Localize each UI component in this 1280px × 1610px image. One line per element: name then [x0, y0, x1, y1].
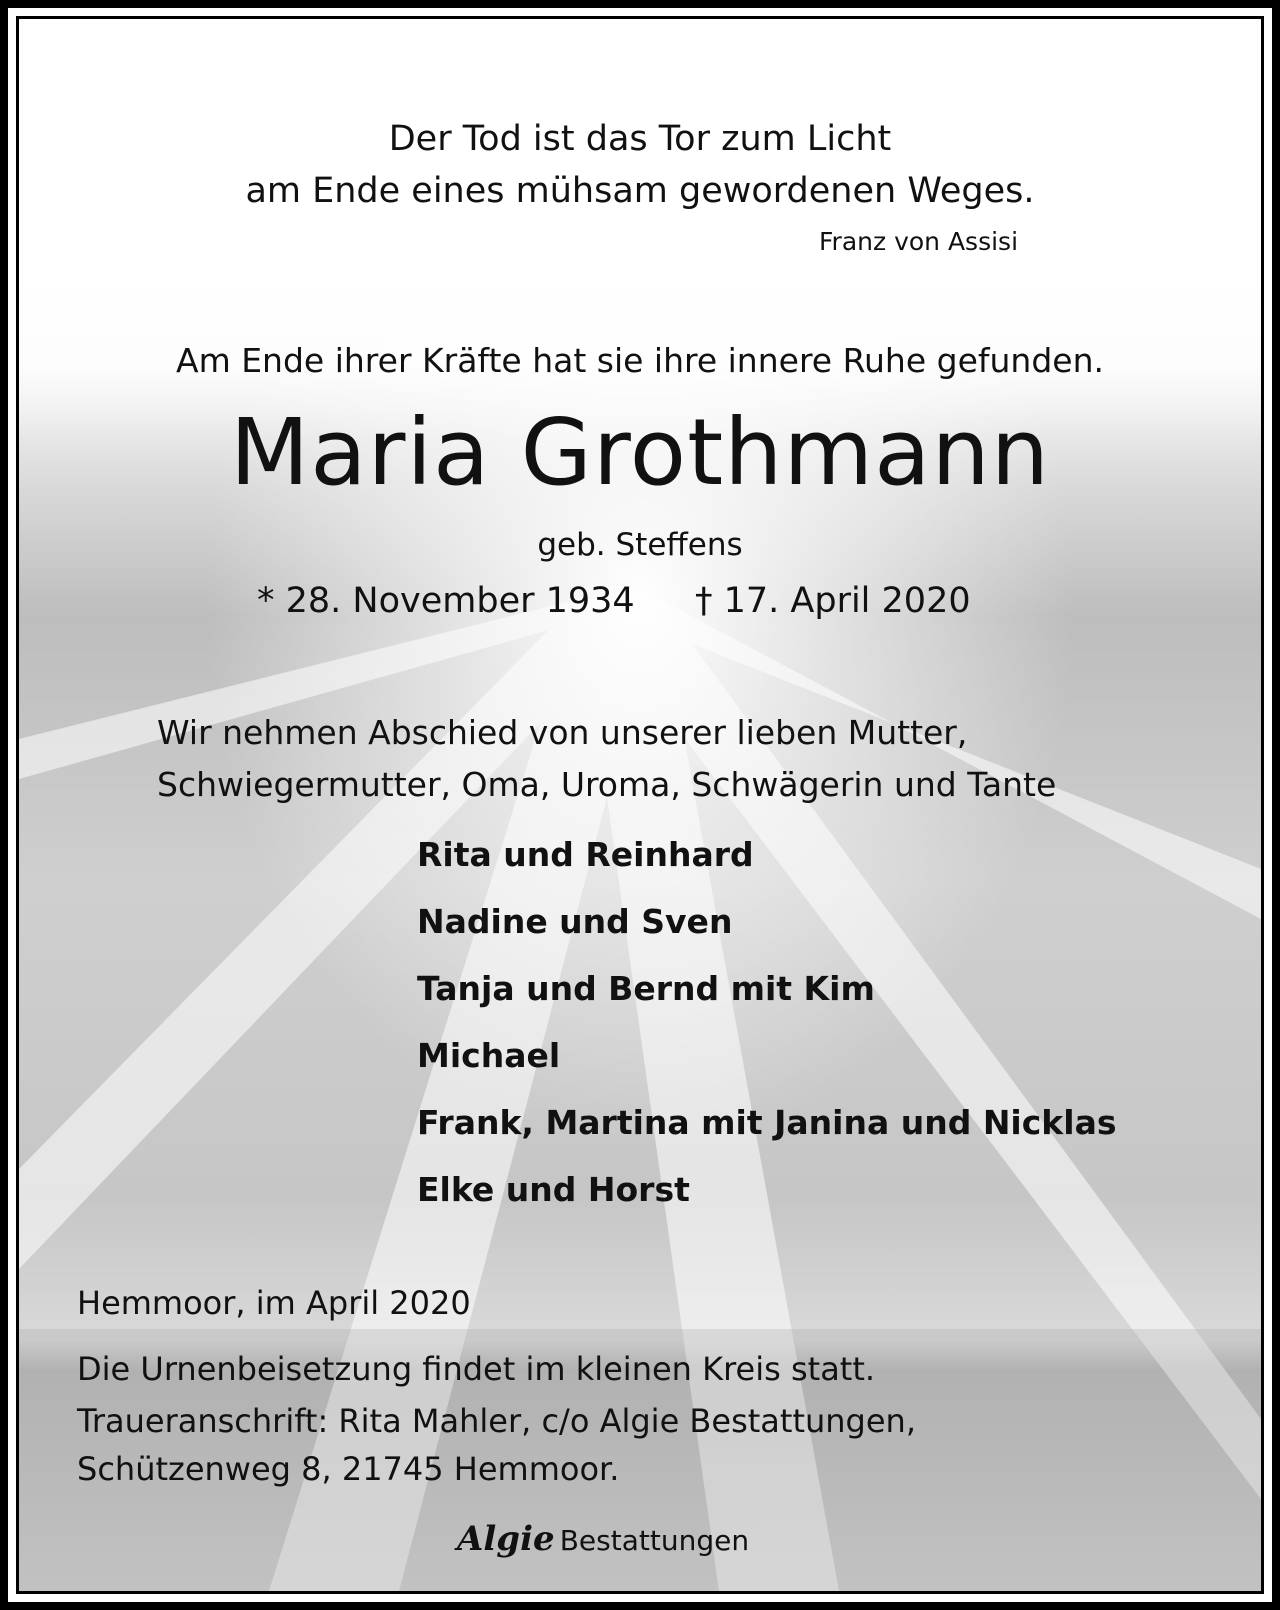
death-date: † 17. April 2020: [695, 581, 971, 621]
birth-name: geb. Steffens: [537, 527, 743, 563]
mourner-item: Nadine und Sven: [417, 902, 733, 941]
address-line-1: Traueranschrift: Rita Mahler, c/o Algie Bestattungen,: [77, 1402, 916, 1440]
quote-author: Franz von Assisi: [819, 227, 1019, 256]
farewell-line-2: Schwiegermutter, Oma, Uroma, Schwägerin und Tante: [157, 765, 1057, 804]
place-date: Hemmoor, im April 2020: [77, 1284, 471, 1322]
birth-date: * 28. November 1934: [257, 581, 635, 621]
mourner-item: Elke und Horst: [417, 1170, 690, 1209]
notice-frame: [8, 8, 1272, 1602]
logo-mark: Algie: [457, 1519, 555, 1559]
burial-note: Die Urnenbeisetzung findet im kleinen Kreis statt.: [77, 1350, 876, 1388]
deceased-name: Maria Grothmann: [229, 399, 1051, 506]
mourner-item: Rita und Reinhard: [417, 835, 754, 874]
funeral-home-logo: [457, 1519, 749, 1559]
mourner-item: Frank, Martina mit Janina und Nicklas: [417, 1103, 1117, 1142]
farewell-line-1: Wir nehmen Abschied von unserer lieben Mutter,: [157, 713, 968, 752]
quote-line-1: Der Tod ist das Tor zum Licht: [388, 119, 892, 159]
intro-line: Am Ende ihrer Kräfte hat sie ihre innere Ruhe gefunden.: [176, 341, 1104, 380]
logo-text: Bestattungen: [559, 1524, 750, 1557]
mourner-item: Michael: [417, 1036, 561, 1075]
quote-line-2: am Ende eines mühsam gewordenen Weges.: [245, 171, 1035, 211]
notice-border: [16, 16, 1264, 1594]
address-line-2: Schützenweg 8, 21745 Hemmoor.: [77, 1450, 620, 1488]
notice-content: [19, 19, 1261, 1591]
mourner-item: Tanja und Bernd mit Kim: [417, 969, 875, 1008]
